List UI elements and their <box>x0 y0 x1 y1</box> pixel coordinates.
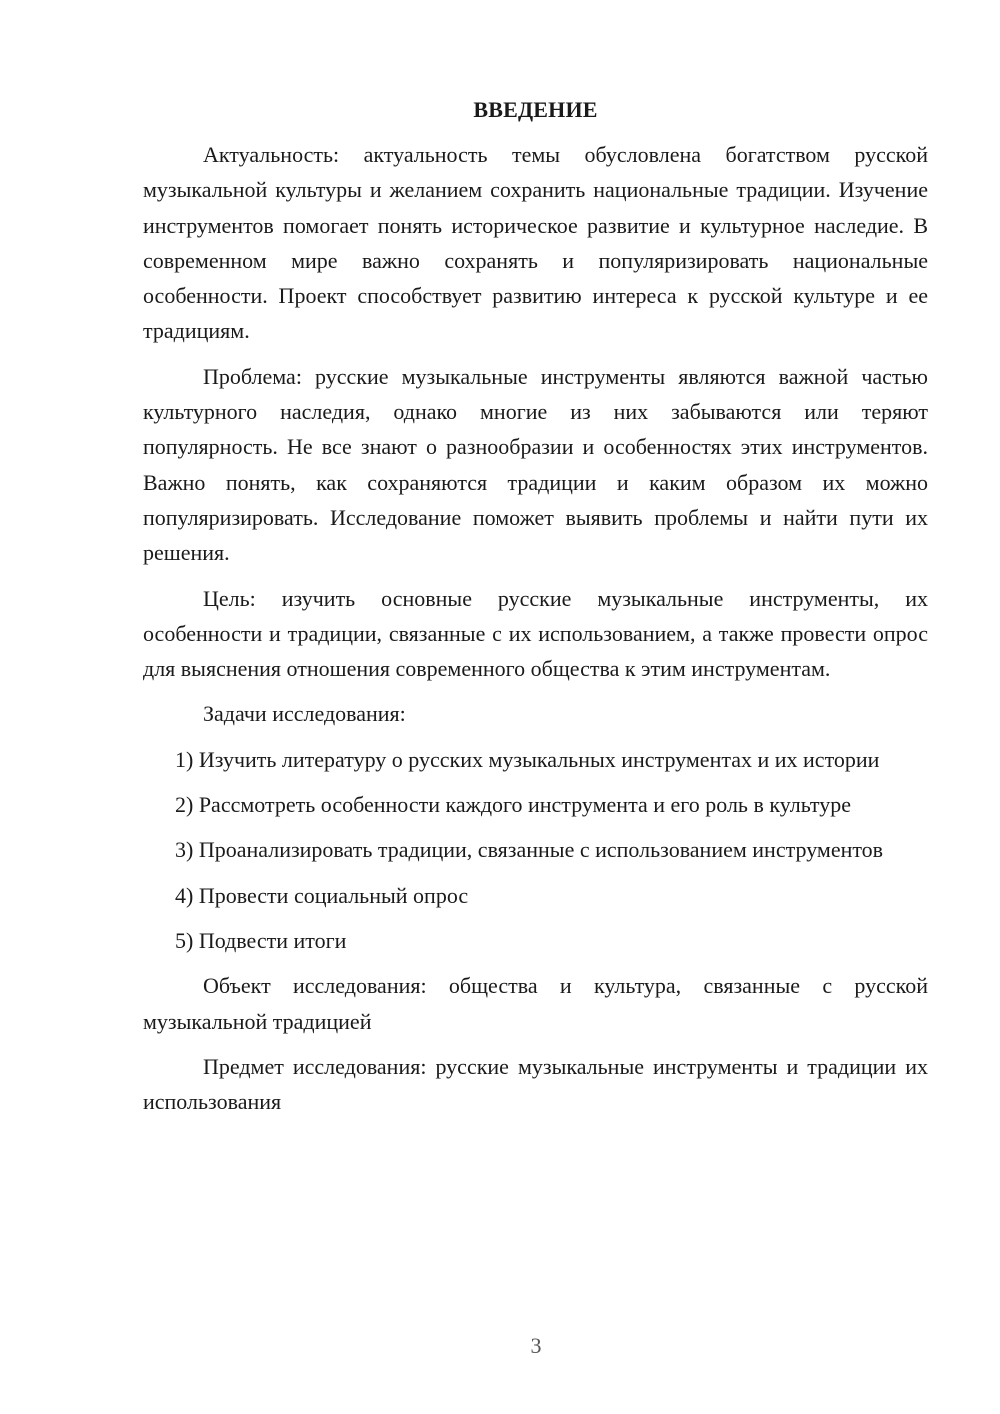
goal-paragraph: Цель: изучить основные русские музыкальные инструменты, их особенности и традиции, связанные с их использованием, а также провести опрос для выяснения отношения современного общества к этим инструментам. <box>143 585 928 682</box>
subject-paragraph: Предмет исследования: русские музыкальные инструменты и традиции их использования <box>143 1053 928 1115</box>
page-number: 3 <box>530 1333 542 1358</box>
object-paragraph: Объект исследования: общества и культура, связанные с русской музыкальной традицией <box>143 973 928 1034</box>
tasks-list <box>143 742 928 958</box>
task-item: 5) Подвести итоги <box>175 927 347 953</box>
problem-paragraph: Проблема: русские музыкальные инструменты являются важной частью культурного наследия, однако многие из них забываются или теряют популярность. Не все знают о разнообразии и особенностях этих инструментов. Важно понять, как сохраняются традиции и каким образом их можно популяризировать. Исследование поможет выявить проблемы и найти пути их решения. <box>143 363 928 566</box>
task-item: 3) Проанализировать традиции, связанные с использованием инструментов <box>175 837 884 863</box>
task-item: 1) Изучить литературу о русских музыкальных инструментах и их истории <box>175 746 880 772</box>
task-item: 4) Провести социальный опрос <box>175 882 469 908</box>
task-item: 2) Рассмотреть особенности каждого инструмента и его роль в культуре <box>175 792 852 818</box>
page-content <box>143 92 928 1129</box>
page-title: ВВЕДЕНИЕ <box>473 97 598 122</box>
relevance-paragraph: Актуальность: актуальность темы обусловлена богатством русской музыкальной культуры и желанием сохранить национальные традиции. Изучение инструментов помогает понять историческое развитие и культурное наследие. В современном мире важно сохранять и популяризировать национальные особенности. Проект способствует развитию интереса к русской культуре и ее традициям. <box>143 142 928 344</box>
tasks-title: Задачи исследования: <box>203 701 406 727</box>
